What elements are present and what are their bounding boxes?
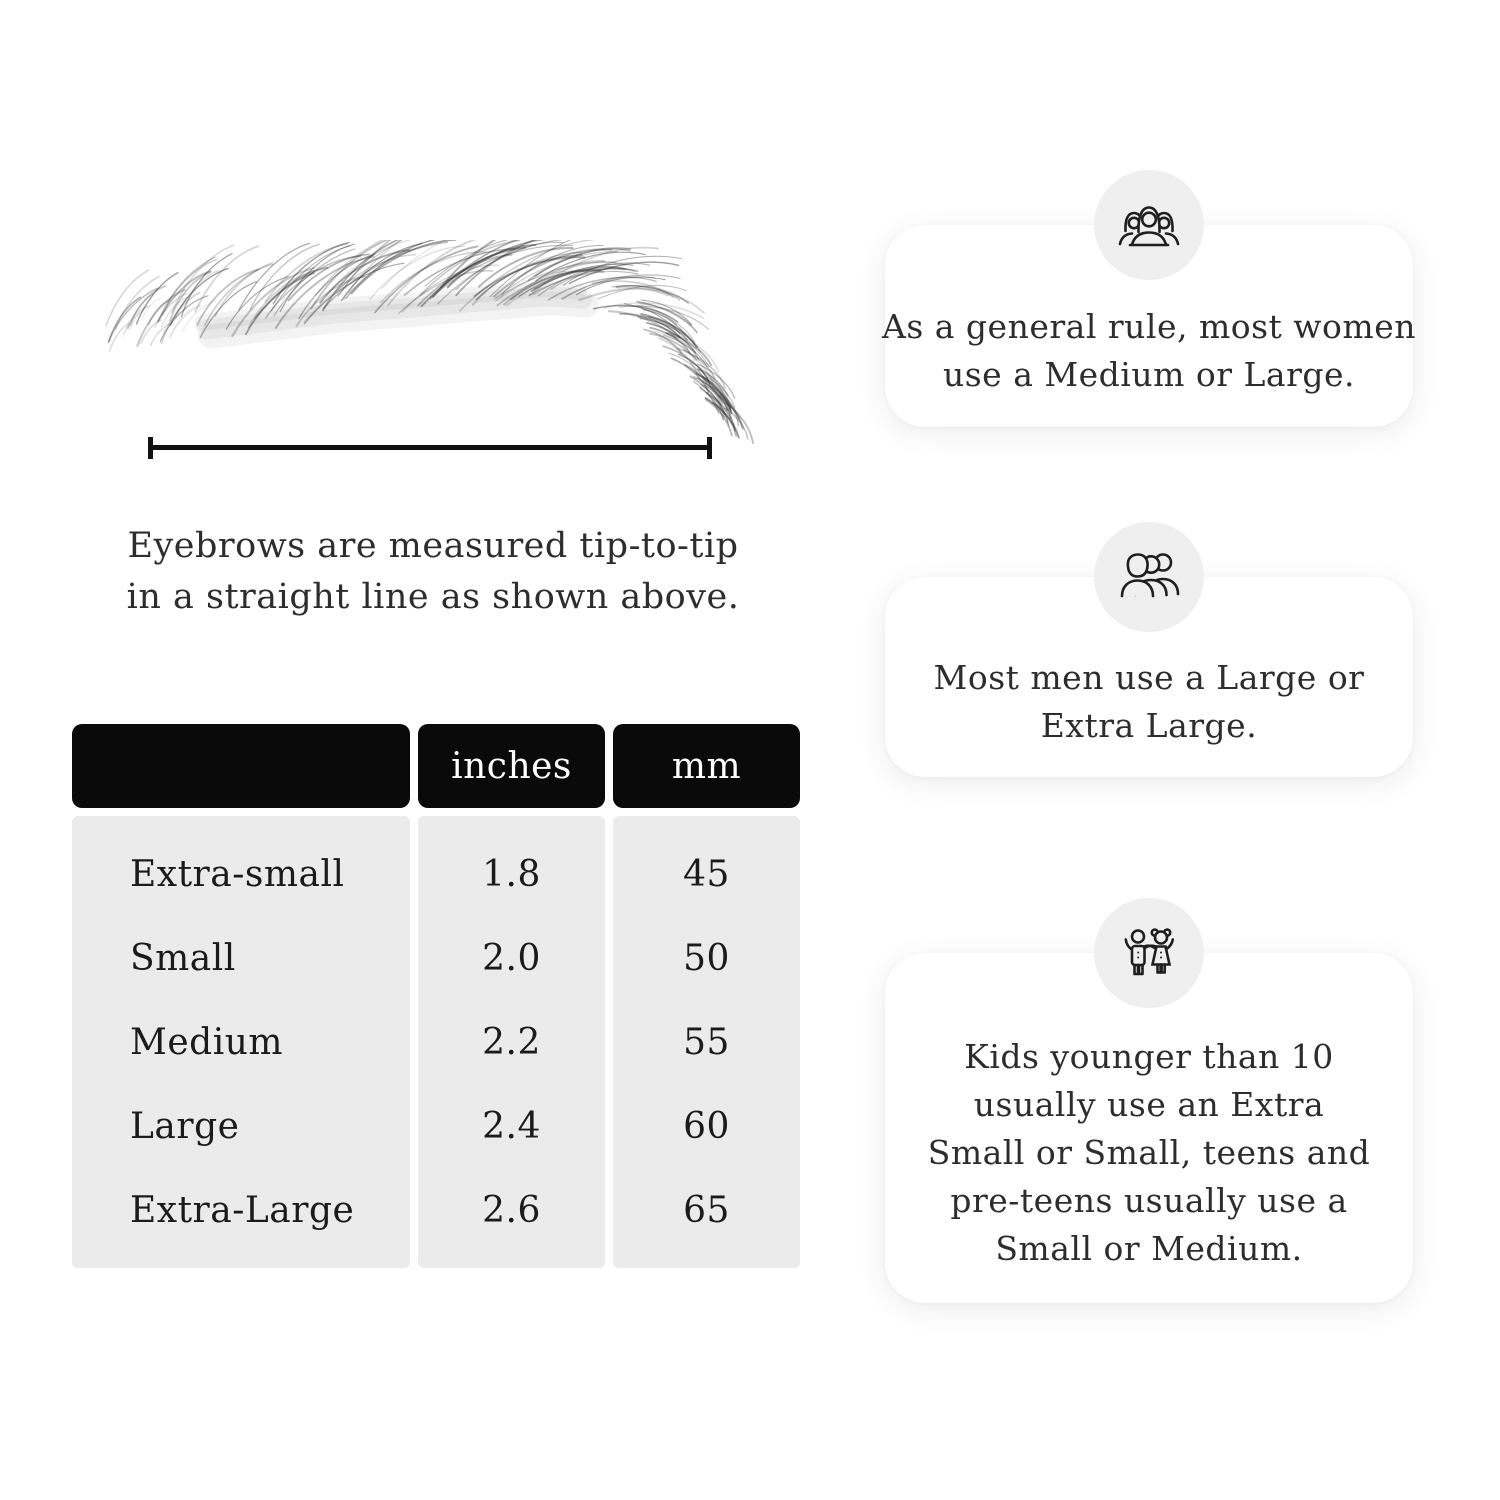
mm-value: 60 xyxy=(683,1105,730,1147)
women-text-line-2: use a Medium or Large. xyxy=(942,355,1356,394)
mm-value: 45 xyxy=(683,853,730,895)
caption-line-1: Eyebrows are measured tip-to-tip xyxy=(127,526,739,566)
size-table-mm-column xyxy=(613,816,800,1268)
men-text-line-2: Extra Large. xyxy=(1040,706,1258,745)
kids-icon-circle xyxy=(1094,898,1204,1008)
caption-line-2: in a straight line as shown above. xyxy=(126,577,740,617)
inches-value: 2.2 xyxy=(482,1021,541,1063)
measurement-line-bar xyxy=(148,445,712,450)
eyebrow-illustration xyxy=(100,240,800,450)
kids-text-line-4: pre-teens usually use a xyxy=(950,1181,1348,1220)
size-table-header-inches: inches xyxy=(418,724,605,808)
men-guideline-card xyxy=(885,577,1413,777)
size-table-body xyxy=(72,816,800,1268)
women-icon-circle xyxy=(1094,170,1204,280)
eyebrow-drawing xyxy=(100,240,800,450)
size-table-header-blank xyxy=(72,724,410,808)
women-guideline-text xyxy=(882,303,1416,399)
men-text-line-1: Most men use a Large or xyxy=(933,658,1365,697)
measurement-line xyxy=(148,437,712,459)
size-label: Large xyxy=(130,1105,240,1147)
inches-value: 2.0 xyxy=(482,937,541,979)
women-text-line-1: As a general rule, most women xyxy=(882,307,1416,346)
men-guideline-text xyxy=(934,654,1365,750)
kids-text-line-1: Kids younger than 10 xyxy=(964,1037,1334,1076)
men-group-icon xyxy=(1117,548,1181,606)
inches-value: 2.4 xyxy=(482,1105,541,1147)
measurement-line-right-cap xyxy=(707,437,712,459)
men-icon-circle xyxy=(1094,522,1204,632)
size-table-header xyxy=(72,724,800,808)
measurement-caption xyxy=(73,521,793,623)
kids-text-line-2: usually use an Extra xyxy=(973,1085,1325,1124)
size-table-inches-column xyxy=(418,816,605,1268)
inches-value: 2.6 xyxy=(482,1189,541,1231)
kids-guideline-card xyxy=(885,953,1413,1303)
size-label: Medium xyxy=(130,1021,284,1063)
kids-text-line-5: Small or Medium. xyxy=(995,1229,1303,1268)
kids-icon xyxy=(1117,924,1181,982)
women-guideline-card xyxy=(882,225,1416,427)
women-group-icon xyxy=(1117,196,1181,254)
size-label: Extra-Large xyxy=(130,1189,355,1231)
kids-guideline-text xyxy=(928,1033,1371,1273)
mm-value: 65 xyxy=(683,1189,730,1231)
size-table-label-column xyxy=(72,816,410,1268)
kids-text-line-3: Small or Small, teens and xyxy=(927,1133,1371,1172)
size-label: Small xyxy=(130,937,236,979)
size-table-header-mm: mm xyxy=(613,724,800,808)
mm-value: 50 xyxy=(683,937,730,979)
size-table xyxy=(72,724,800,1268)
size-label: Extra-small xyxy=(130,853,345,895)
inches-value: 1.8 xyxy=(482,853,541,895)
mm-value: 55 xyxy=(683,1021,730,1063)
